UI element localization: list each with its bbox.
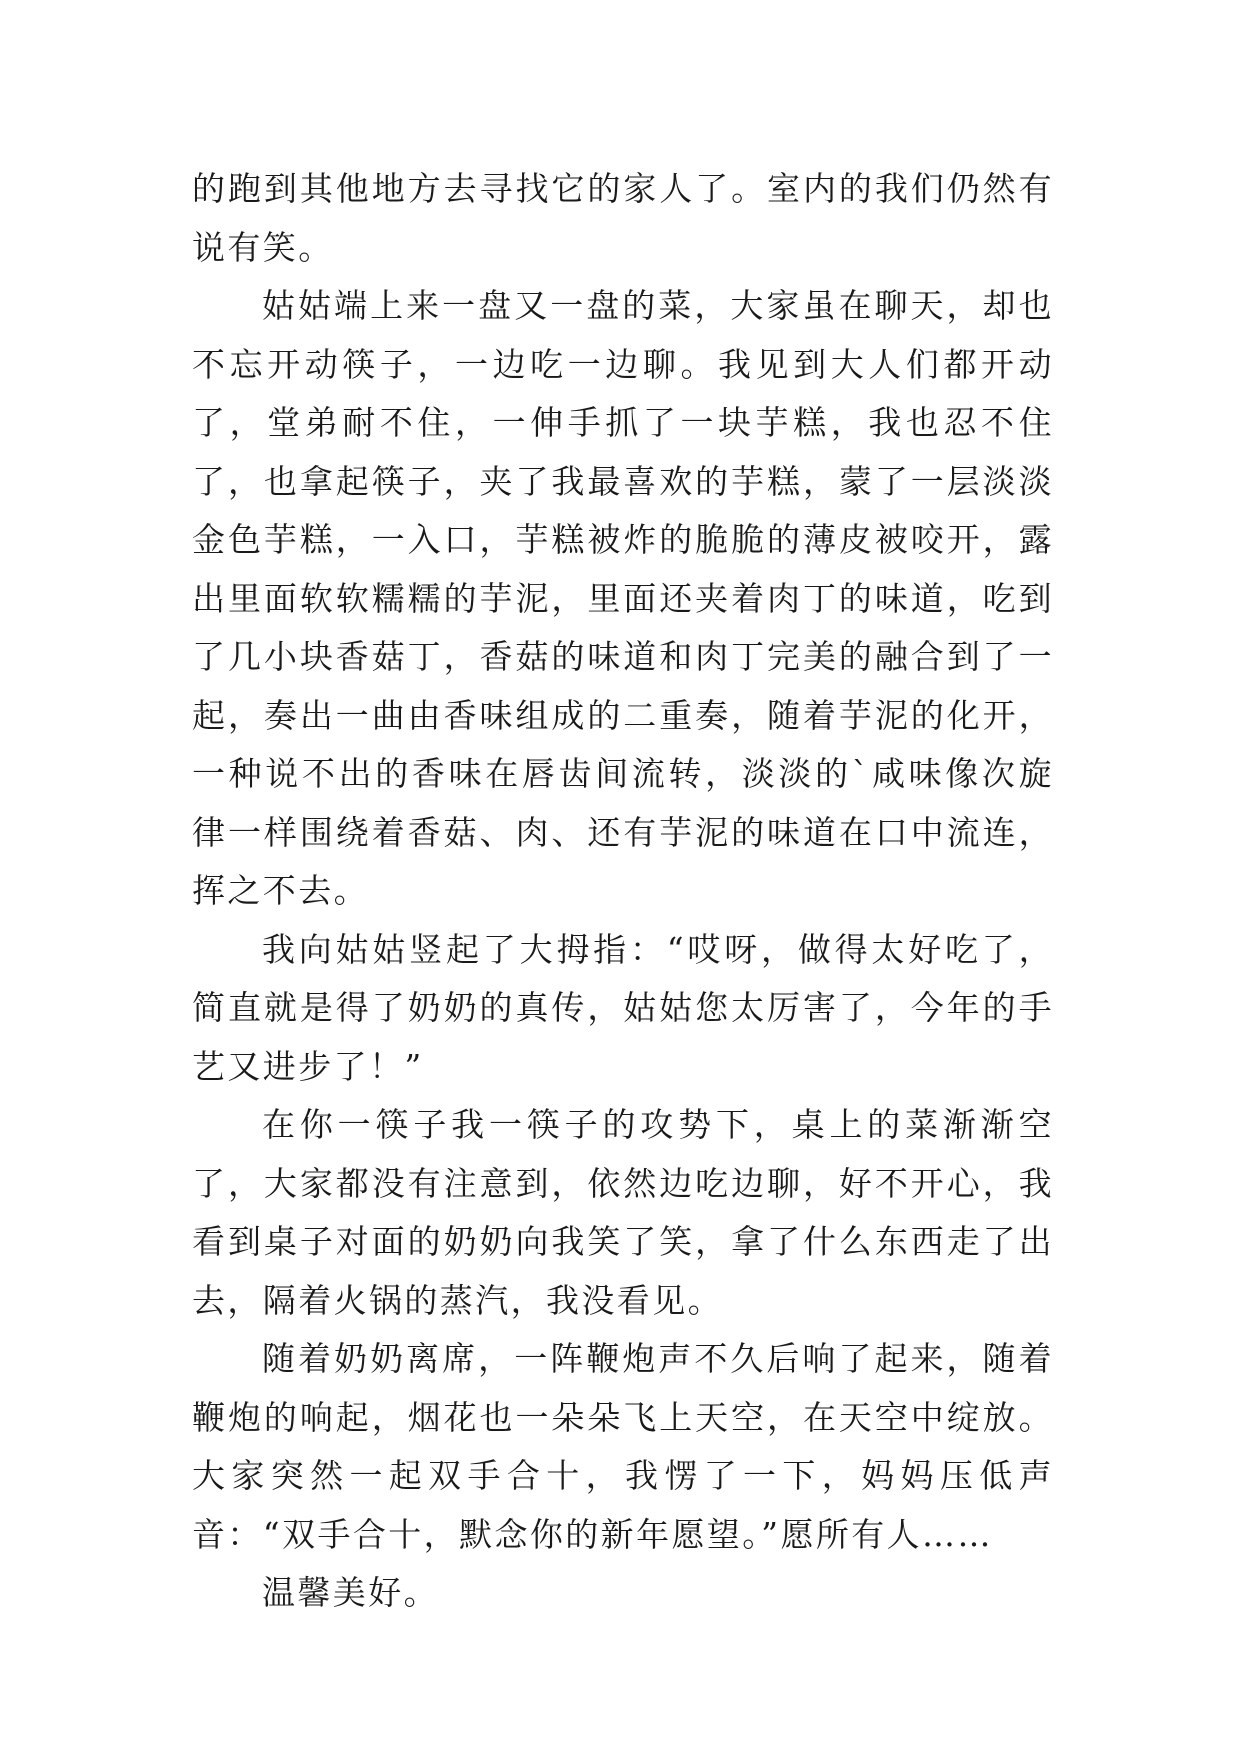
paragraph: 姑姑端上来一盘又一盘的菜，大家虽在聊天，却也不忘开动筷子，一边吃一边聊。我见到大人们都开动了，堂弟耐不住，一伸手抓了一块芋糕，我也忍不住了，也拿起筷子，夹了我最喜欢的芋糕，蒙了一层淡淡金色芋糕，一入口，芋糕被炸的脆脆的薄皮被咬开，露出里面软软糯糯的芋泥，里面还夹着肉丁的味道，吃到了几小块香菇丁，香菇的味道和肉丁完美的融合到了一起，奏出一曲由香味组成的二重奏，随着芋泥的化开，一种说不出的香味在唇齿间流转，淡淡的`咸味像次旋律一样围绕着香菇、肉、还有芋泥的味道在口中流连，挥之不去。 [192,286,1054,910]
paragraph: 温馨美好。 [262,1573,439,1612]
document-body [192,160,1054,1623]
paragraph: 随着奶奶离席，一阵鞭炮声不久后响了起来，随着鞭炮的响起，烟花也一朵朵飞上天空，在天空中绽放。大家突然一起双手合十，我愣了一下，妈妈压低声音：“双手合十，默念你的新年愿望。”愿所有人…… [192,1339,1054,1554]
paragraph: 我向姑姑竖起了大拇指：“哎呀，做得太好吃了，简直就是得了奶奶的真传，姑姑您太厉害了，今年的手艺又进步了！” [192,929,1054,1086]
paragraph: 在你一筷子我一筷子的攻势下，桌上的菜渐渐空了，大家都没有注意到，依然边吃边聊，好不开心，我看到桌子对面的奶奶向我笑了笑，拿了什么东西走了出去，隔着火锅的蒸汽，我没看见。 [192,1105,1054,1320]
paragraph: 的跑到其他地方去寻找它的家人了。室内的我们仍然有说有笑。 [192,169,1054,267]
